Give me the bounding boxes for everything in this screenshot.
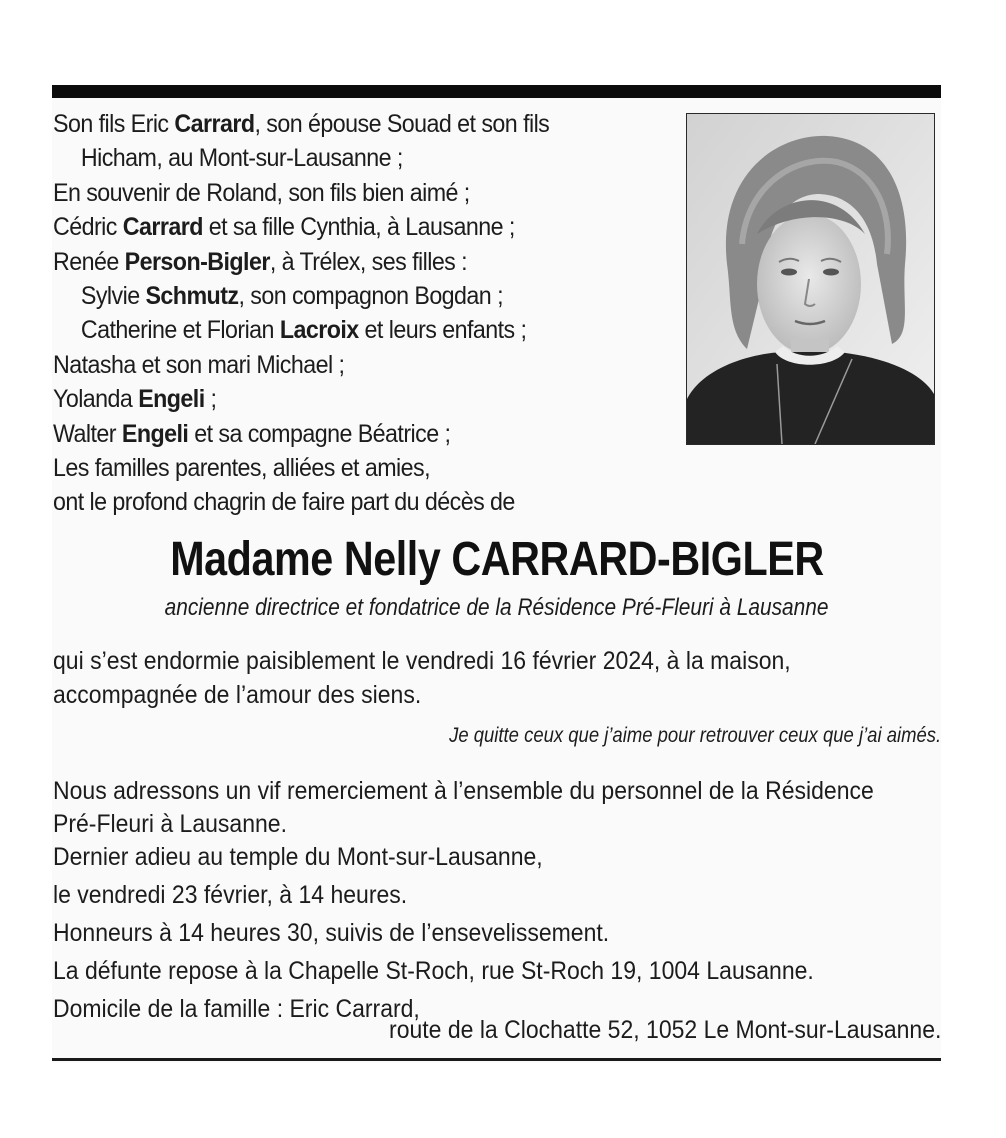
farewell-quote: Je quitte ceux que j’aime pour retrouver ceux que j’ai aimés.: [448, 724, 941, 747]
family-line: En souvenir de Roland, son fils bien aimé ;: [53, 178, 470, 207]
family-line: Walter Engeli et sa compagne Béatrice ;: [53, 419, 451, 448]
bottom-rule: [52, 1058, 941, 1061]
info-line: Dernier adieu au temple du Mont-sur-Lausanne,: [53, 843, 543, 871]
family-line: Hicham, au Mont-sur-Lausanne ;: [80, 144, 403, 173]
info-line: Honneurs à 14 heures 30, suivis de l’ensevelissement.: [53, 919, 610, 947]
family-line: ont le profond chagrin de faire part du décès de: [53, 488, 515, 517]
family-line: Sylvie Schmutz, son compagnon Bogdan ;: [80, 282, 503, 311]
death-line: qui s’est endormie paisiblement le vendredi 16 février 2024, à la maison,: [53, 647, 791, 675]
family-line: Renée Person-Bigler, à Trélex, ses filles :: [53, 247, 468, 276]
info-line: le vendredi 23 février, à 14 heures.: [53, 881, 408, 909]
info-line: Pré-Fleuri à Lausanne.: [53, 810, 287, 838]
death-line: accompagnée de l’amour des siens.: [53, 681, 422, 709]
info-line: Nous adressons un vif remerciement à l’ensemble du personnel de la Résidence: [53, 777, 874, 805]
death-announcement: [53, 644, 942, 712]
family-line: Yolanda Engeli ;: [53, 385, 217, 414]
family-address: route de la Clochatte 52, 1052 Le Mont-sur-Lausanne.: [388, 1016, 941, 1044]
family-list: [53, 107, 611, 520]
info-line: Domicile de la famille : Eric Carrard,: [53, 995, 420, 1023]
portrait-illustration: [687, 114, 934, 444]
family-line: Son fils Eric Carrard, son épouse Souad et son fils: [53, 110, 550, 138]
family-line: Les familles parentes, alliées et amies,: [53, 454, 430, 483]
deceased-name: Madame Nelly CARRARD-BIGLER: [169, 533, 824, 586]
obituary-notice: [52, 85, 941, 1063]
family-line: Cédric Carrard et sa fille Cynthia, à Lausanne ;: [53, 213, 515, 242]
top-rule: [52, 85, 941, 98]
thanks-and-service-info: [53, 775, 942, 1026]
info-line: La défunte repose à la Chapelle St-Roch, rue St-Roch 19, 1004 Lausanne.: [53, 957, 814, 985]
family-line: Natasha et son mari Michael ;: [53, 350, 345, 379]
portrait-photo: [686, 113, 935, 445]
family-line: Catherine et Florian Lacroix et leurs enfants ;: [80, 316, 527, 345]
deceased-title: ancienne directrice et fondatrice de la Résidence Pré-Fleuri à Lausanne: [164, 594, 829, 621]
